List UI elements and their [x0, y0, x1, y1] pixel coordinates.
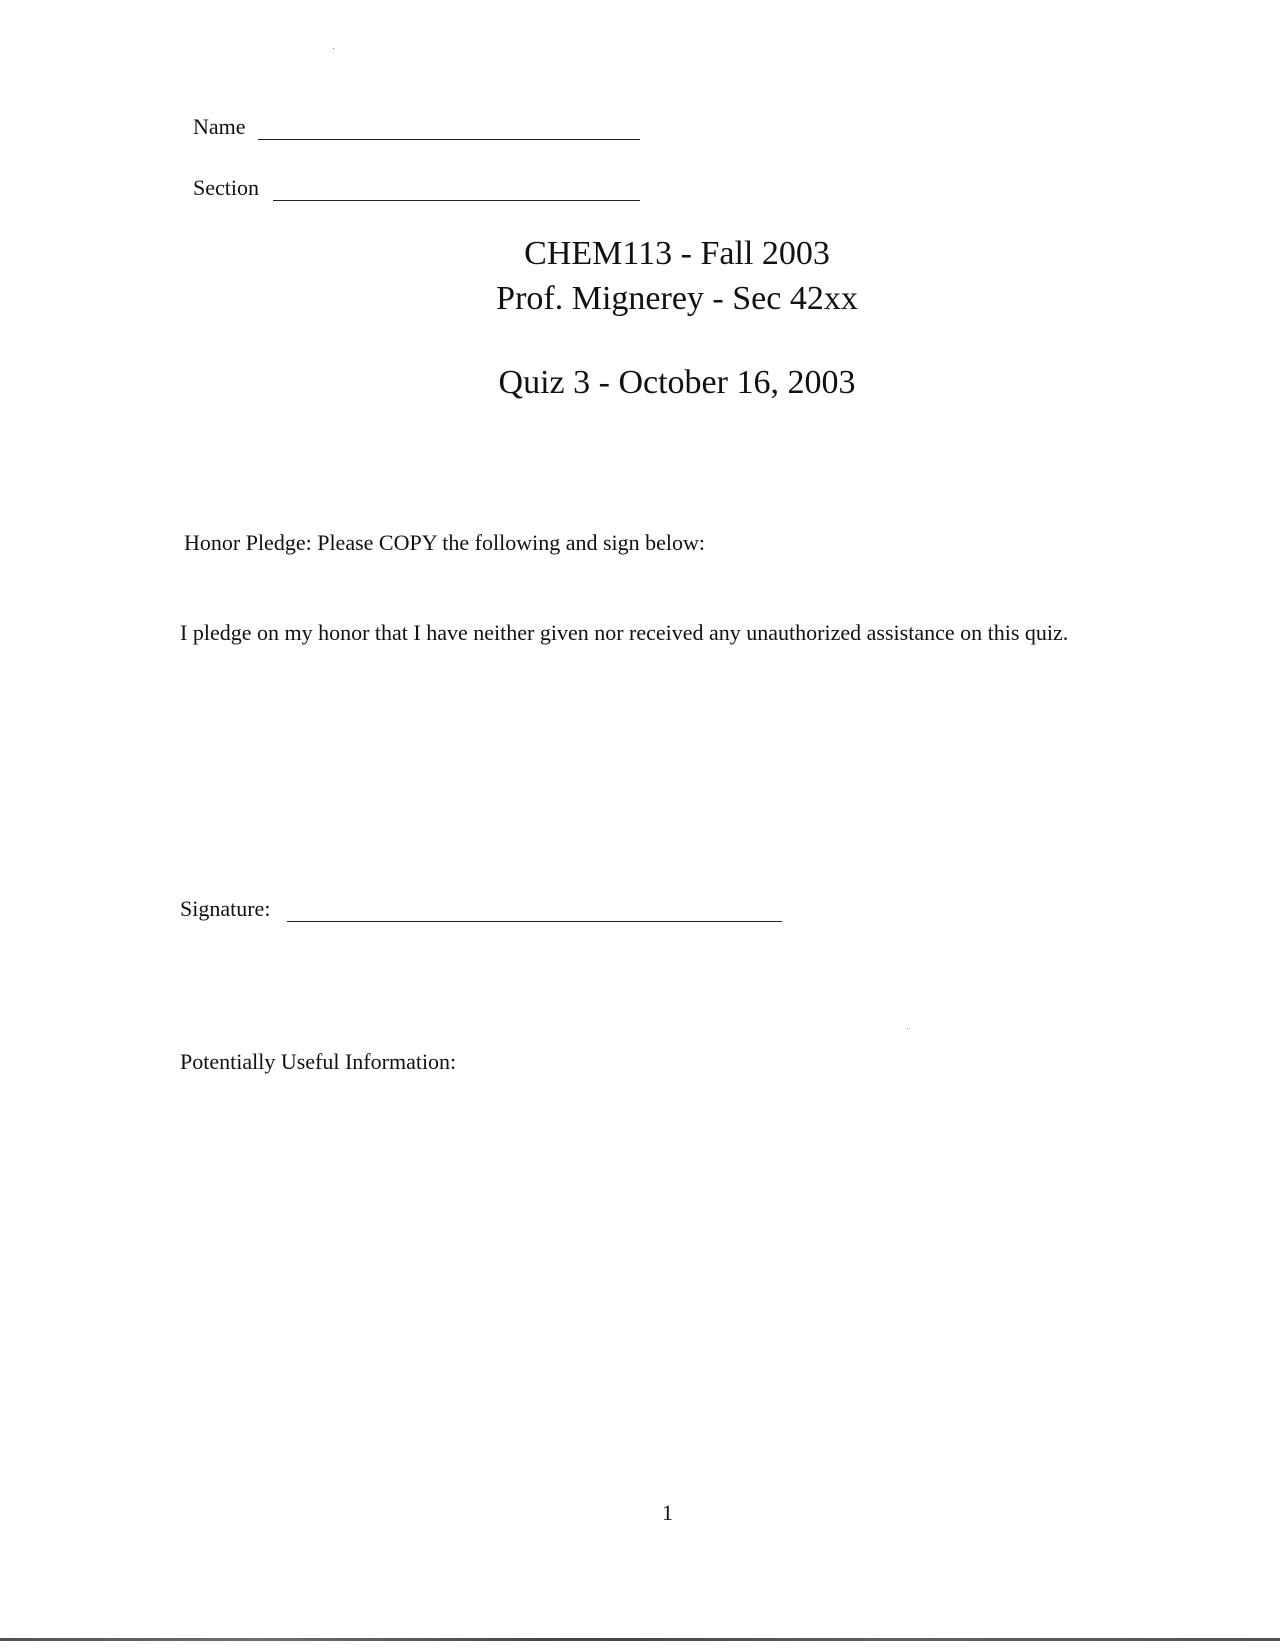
name-field-line[interactable]	[258, 139, 640, 140]
section-field-line[interactable]	[273, 200, 640, 201]
useful-info-heading: Potentially Useful Information:	[180, 1049, 457, 1074]
page-number: 1	[662, 1500, 673, 1525]
honor-pledge-instruction: Honor Pledge: Please COPY the following and sign below:	[184, 530, 706, 555]
scan-bottom-edge	[0, 1638, 1280, 1641]
signature-label: Signature:	[180, 896, 271, 921]
instructor-line: Prof. Mignerey - Sec 42xx	[496, 280, 858, 317]
signature-line[interactable]	[287, 921, 782, 922]
honor-pledge-text: I pledge on my honor that I have neither given nor received any unauthorized assistance on this quiz.	[180, 620, 1069, 645]
course-title: CHEM113 - Fall 2003	[524, 235, 830, 272]
section-field-label: Section	[193, 175, 259, 200]
scan-speck	[907, 1028, 908, 1029]
scan-speck	[333, 48, 334, 49]
name-field-label: Name	[193, 114, 246, 139]
quiz-title: Quiz 3 - October 16, 2003	[498, 364, 856, 401]
